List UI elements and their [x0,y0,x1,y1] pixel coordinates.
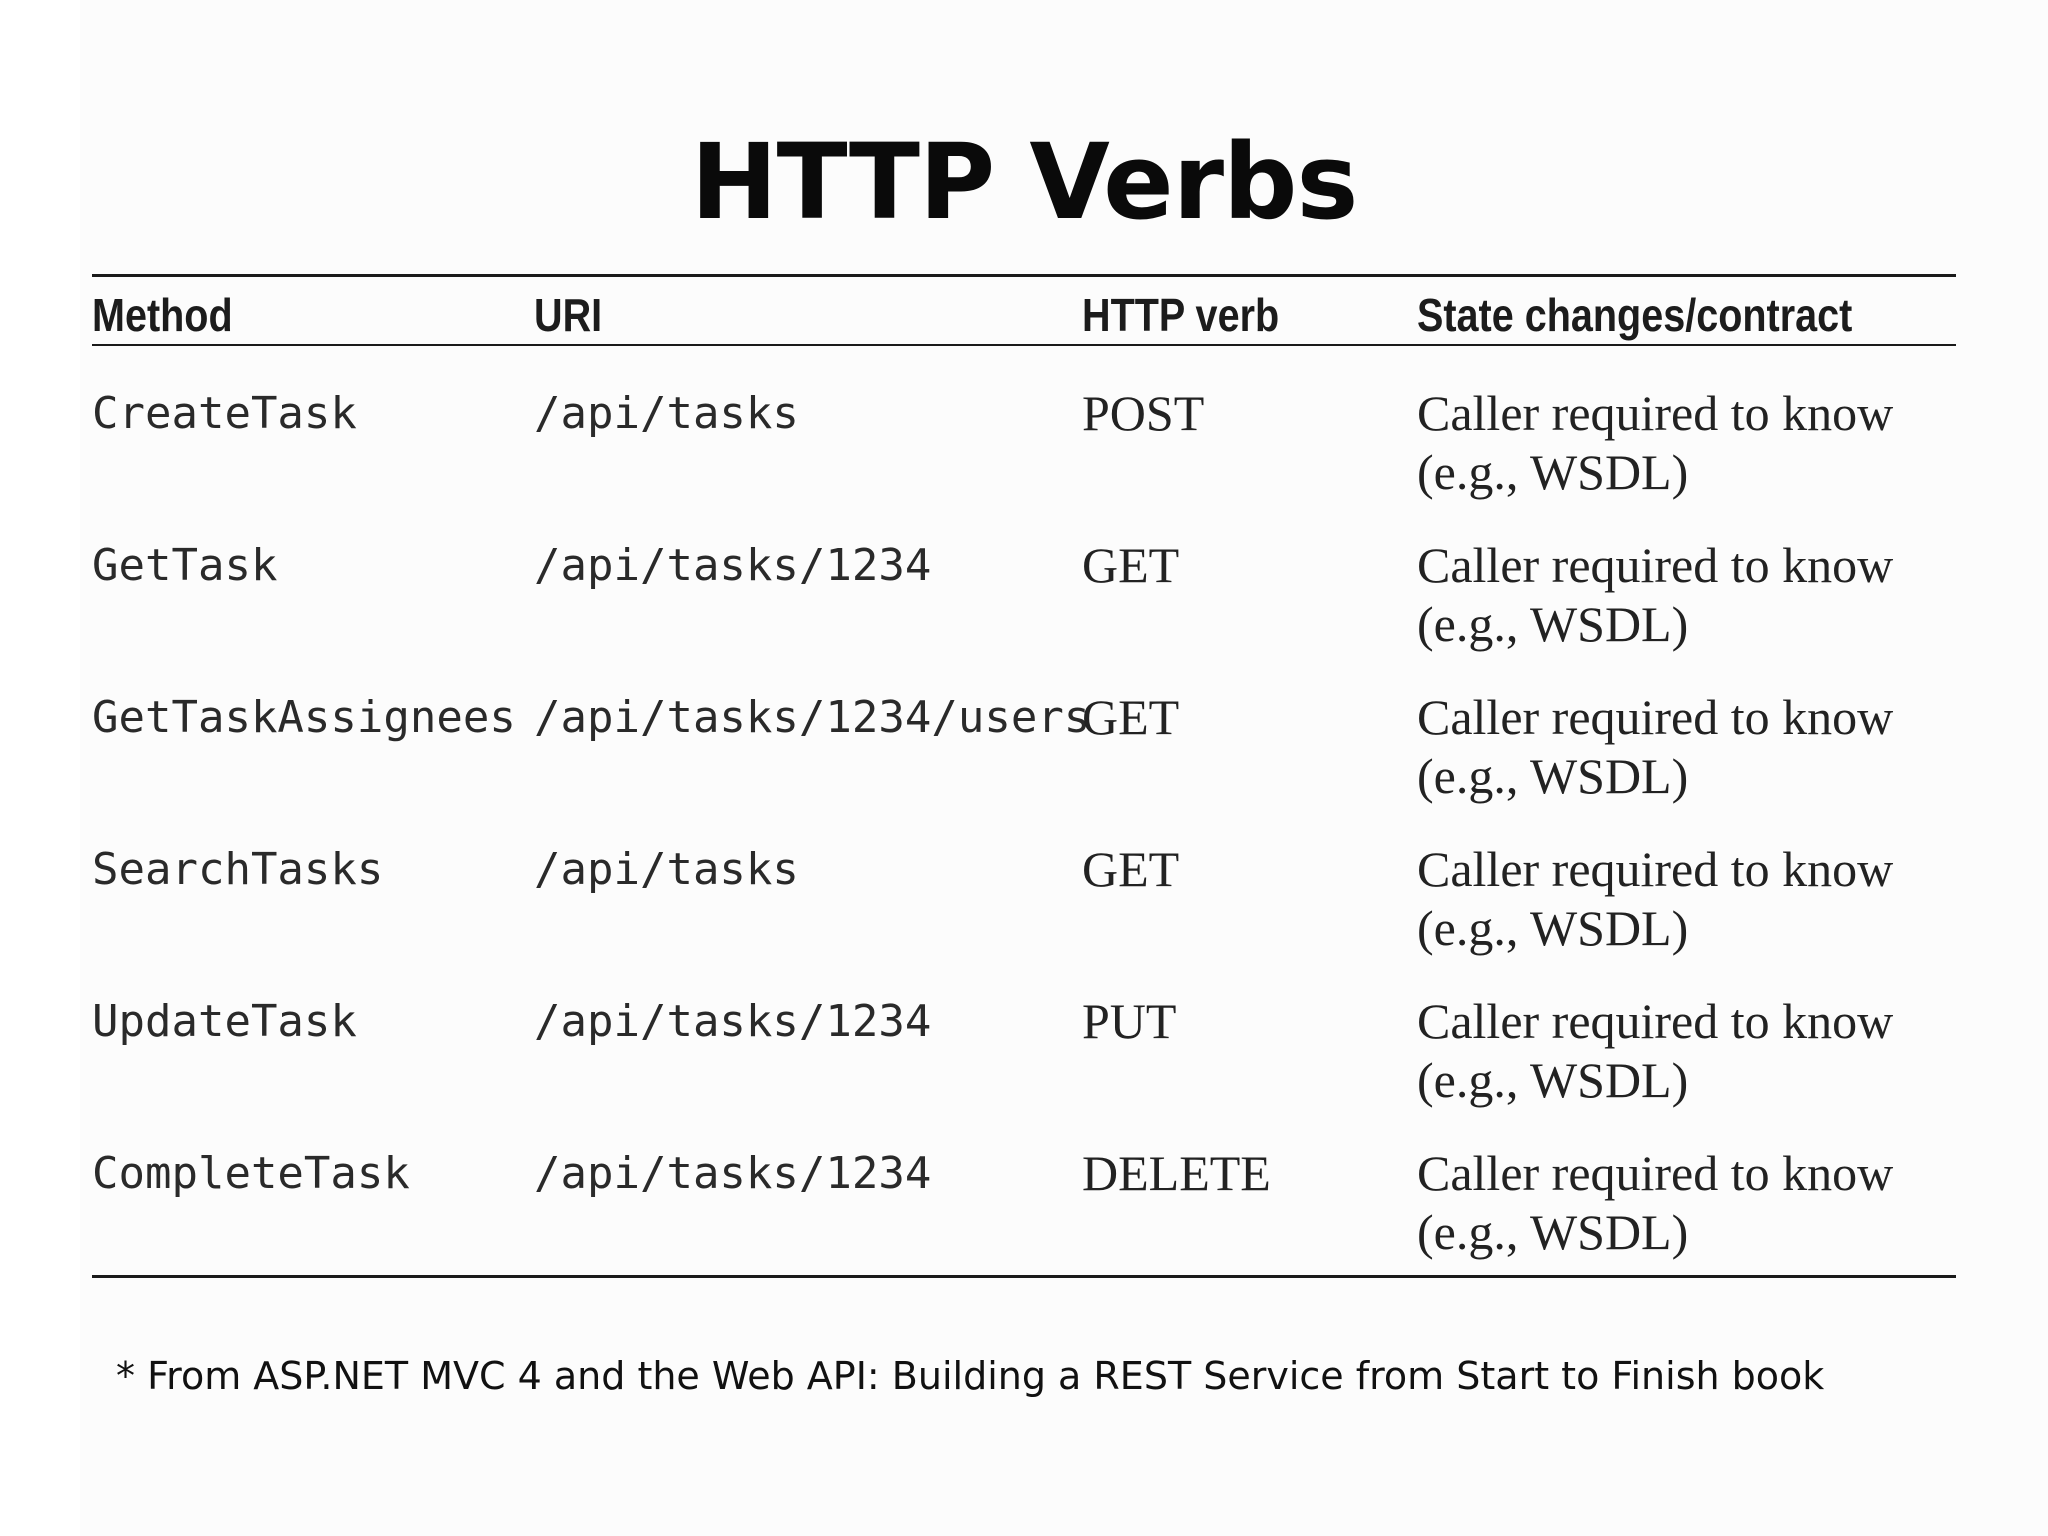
uri-cell: /api/tasks/1234 [534,1148,932,1199]
state-cell [1417,536,1957,654]
method-cell: CreateTask [92,388,357,439]
method-cell: GetTask [92,540,278,591]
verb-cell: PUT [1082,993,1177,1049]
method-cell: SearchTasks [92,844,384,895]
uri-cell: /api/tasks [534,844,799,895]
header-state-changes: State changes/contract [1417,289,1853,341]
table-row [92,992,1956,1144]
state-cell [1417,1144,1957,1262]
uri-cell: /api/tasks/1234 [534,996,932,1047]
state-line-2: (e.g., WSDL) [1417,900,1689,956]
state-line-1: Caller required to know [1417,993,1894,1049]
header-uri: URI [534,289,603,341]
table-header-rule [92,344,1956,346]
state-cell [1417,992,1957,1110]
method-cell: UpdateTask [92,996,357,1047]
uri-cell: /api/tasks [534,388,799,439]
state-line-1: Caller required to know [1417,689,1894,745]
table-row [92,536,1956,688]
table-row [92,384,1956,536]
verb-cell: GET [1082,841,1180,897]
state-line-1: Caller required to know [1417,841,1894,897]
state-cell [1417,688,1957,806]
table-row [92,1144,1956,1296]
uri-cell: /api/tasks/1234/users [534,692,1091,743]
header-method: Method [92,289,233,341]
state-line-1: Caller required to know [1417,1145,1894,1201]
source-footnote: * From ASP.NET MVC 4 and the Web API: Building a REST Service from Start to Finish book [116,1354,1825,1398]
verb-cell: GET [1082,689,1180,745]
state-cell [1417,384,1957,502]
table-bottom-rule [92,1275,1956,1278]
state-line-1: Caller required to know [1417,537,1894,593]
state-line-2: (e.g., WSDL) [1417,444,1689,500]
state-line-2: (e.g., WSDL) [1417,1052,1689,1108]
state-line-2: (e.g., WSDL) [1417,748,1689,804]
table-row [92,688,1956,840]
state-line-2: (e.g., WSDL) [1417,596,1689,652]
state-line-1: Caller required to know [1417,385,1894,441]
verb-cell: DELETE [1082,1145,1271,1201]
header-http-verb: HTTP verb [1082,289,1280,341]
table-top-rule [92,274,1956,277]
verb-cell: POST [1082,385,1205,441]
method-cell: CompleteTask [92,1148,410,1199]
table-row [92,840,1956,992]
state-cell [1417,840,1957,958]
method-cell: GetTaskAssignees [92,692,516,743]
verb-cell: GET [1082,537,1180,593]
slide-title: HTTP Verbs [690,121,1358,243]
state-line-2: (e.g., WSDL) [1417,1204,1689,1260]
uri-cell: /api/tasks/1234 [534,540,932,591]
